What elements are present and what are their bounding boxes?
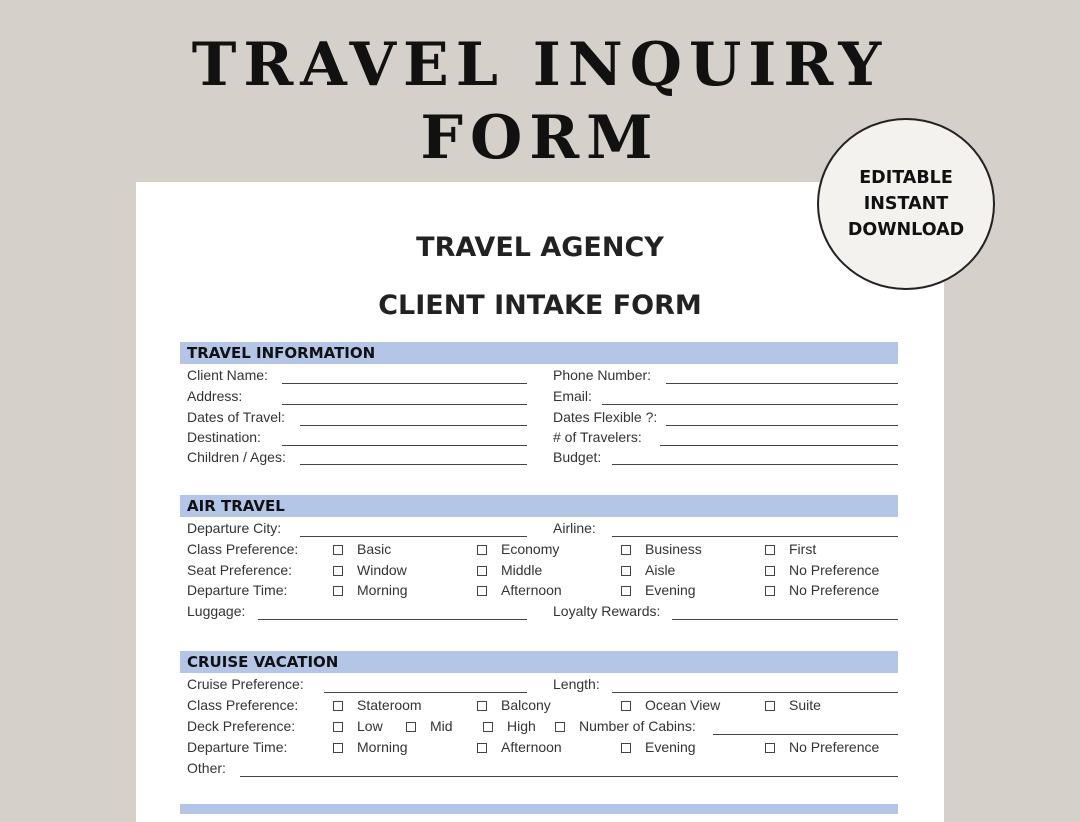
seat-option-middle[interactable]: Middle: [477, 562, 542, 578]
client-name-field[interactable]: [282, 383, 527, 384]
address-field[interactable]: [282, 404, 527, 405]
number-of-cabins-field[interactable]: [713, 734, 898, 735]
address-label: Address:: [187, 388, 243, 404]
airline-label: Airline:: [553, 520, 596, 536]
deck-option-high[interactable]: High: [483, 718, 536, 734]
section-header-travel-information: TRAVEL INFORMATION: [180, 342, 898, 364]
other-label: Other:: [187, 760, 226, 776]
loyalty-rewards-label: Loyalty Rewards:: [553, 603, 661, 619]
checkbox[interactable]: [333, 545, 343, 555]
air-time-option-no-preference[interactable]: No Preference: [765, 582, 879, 598]
loyalty-rewards-field[interactable]: [672, 619, 898, 620]
cruise-class-preference-label: Class Preference:: [187, 697, 299, 713]
checkbox[interactable]: [621, 545, 631, 555]
budget-label: Budget:: [553, 449, 602, 465]
air-class-option-first[interactable]: First: [765, 541, 816, 557]
badge-line-3: DOWNLOAD: [847, 220, 965, 240]
checkbox[interactable]: [333, 743, 343, 753]
checkbox[interactable]: [333, 701, 343, 711]
num-travelers-field[interactable]: [660, 445, 898, 446]
cruise-preference-label: Cruise Preference:: [187, 676, 304, 692]
dates-of-travel-field[interactable]: [300, 425, 527, 426]
cruise-time-option-no-preference[interactable]: No Preference: [765, 739, 879, 755]
checkbox[interactable]: [621, 566, 631, 576]
seat-option-aisle[interactable]: Aisle: [621, 562, 675, 578]
air-class-option-economy[interactable]: Economy: [477, 541, 559, 557]
number-of-cabins-label[interactable]: Number of Cabins:: [555, 718, 696, 734]
air-class-preference-label: Class Preference:: [187, 541, 299, 557]
dates-flexible-label: Dates Flexible ?:: [553, 409, 658, 425]
seat-option-no-preference[interactable]: No Preference: [765, 562, 879, 578]
cruise-time-option-afternoon[interactable]: Afternoon: [477, 739, 562, 755]
cruise-class-option-stateroom[interactable]: Stateroom: [333, 697, 422, 713]
air-departure-time-label: Departure Time:: [187, 582, 288, 598]
email-field[interactable]: [602, 404, 898, 405]
cruise-class-option-suite[interactable]: Suite: [765, 697, 821, 713]
email-label: Email:: [553, 388, 592, 404]
cruise-departure-time-label: Departure Time:: [187, 739, 288, 755]
checkbox[interactable]: [765, 545, 775, 555]
cruise-time-option-morning[interactable]: Morning: [333, 739, 408, 755]
dates-flexible-field[interactable]: [666, 425, 898, 426]
departure-city-label: Departure City:: [187, 520, 282, 536]
deck-option-low[interactable]: Low: [333, 718, 383, 734]
air-class-option-business[interactable]: Business: [621, 541, 702, 557]
phone-number-label: Phone Number:: [553, 367, 652, 383]
air-time-option-evening[interactable]: Evening: [621, 582, 696, 598]
checkbox[interactable]: [333, 586, 343, 596]
section-header-cruise-vacation: CRUISE VACATION: [180, 651, 898, 673]
checkbox[interactable]: [333, 566, 343, 576]
hero-title-line-2: FORM: [420, 103, 660, 173]
destination-field[interactable]: [282, 445, 527, 446]
cruise-class-option-ocean-view[interactable]: Ocean View: [621, 697, 720, 713]
form-sheet: [136, 182, 944, 822]
children-ages-label: Children / Ages:: [187, 449, 286, 465]
checkbox[interactable]: [555, 722, 565, 732]
checkbox[interactable]: [477, 566, 487, 576]
deck-option-mid[interactable]: Mid: [406, 718, 453, 734]
checkbox[interactable]: [477, 545, 487, 555]
length-label: Length:: [553, 676, 600, 692]
cruise-time-option-evening[interactable]: Evening: [621, 739, 696, 755]
checkbox[interactable]: [765, 701, 775, 711]
editable-download-badge: [817, 118, 995, 290]
dates-of-travel-label: Dates of Travel:: [187, 409, 286, 425]
checkbox[interactable]: [621, 586, 631, 596]
checkbox[interactable]: [765, 743, 775, 753]
num-travelers-label: # of Travelers:: [553, 429, 642, 445]
other-field[interactable]: [240, 776, 898, 777]
air-time-option-morning[interactable]: Morning: [333, 582, 408, 598]
checkbox[interactable]: [483, 722, 493, 732]
checkbox[interactable]: [765, 586, 775, 596]
children-ages-field[interactable]: [300, 464, 527, 465]
checkbox[interactable]: [477, 743, 487, 753]
checkbox[interactable]: [621, 701, 631, 711]
section-header-air-travel: AIR TRAVEL: [180, 495, 898, 517]
checkbox[interactable]: [477, 701, 487, 711]
seat-option-window[interactable]: Window: [333, 562, 407, 578]
badge-line-1: EDITABLE: [859, 168, 953, 188]
badge-line-2: INSTANT: [863, 194, 949, 214]
checkbox[interactable]: [765, 566, 775, 576]
phone-number-field[interactable]: [666, 383, 898, 384]
checkbox[interactable]: [333, 722, 343, 732]
checkbox[interactable]: [406, 722, 416, 732]
cruise-preference-field[interactable]: [324, 692, 527, 693]
checkbox[interactable]: [621, 743, 631, 753]
luggage-label: Luggage:: [187, 603, 246, 619]
airline-field[interactable]: [612, 536, 898, 537]
length-field[interactable]: [612, 692, 898, 693]
section-header-next: [180, 804, 898, 814]
seat-preference-label: Seat Preference:: [187, 562, 293, 578]
destination-label: Destination:: [187, 429, 261, 445]
budget-field[interactable]: [612, 464, 898, 465]
air-time-option-afternoon[interactable]: Afternoon: [477, 582, 562, 598]
air-class-option-basic[interactable]: Basic: [333, 541, 391, 557]
hero-title-line-1: TRAVEL INQUIRY: [191, 30, 889, 100]
luggage-field[interactable]: [258, 619, 527, 620]
document-title: TRAVEL AGENCY: [416, 232, 664, 263]
client-name-label: Client Name:: [187, 367, 268, 383]
departure-city-field[interactable]: [300, 536, 527, 537]
checkbox[interactable]: [477, 586, 487, 596]
deck-preference-label: Deck Preference:: [187, 718, 296, 734]
cruise-class-option-balcony[interactable]: Balcony: [477, 697, 551, 713]
document-subtitle: CLIENT INTAKE FORM: [378, 290, 702, 321]
